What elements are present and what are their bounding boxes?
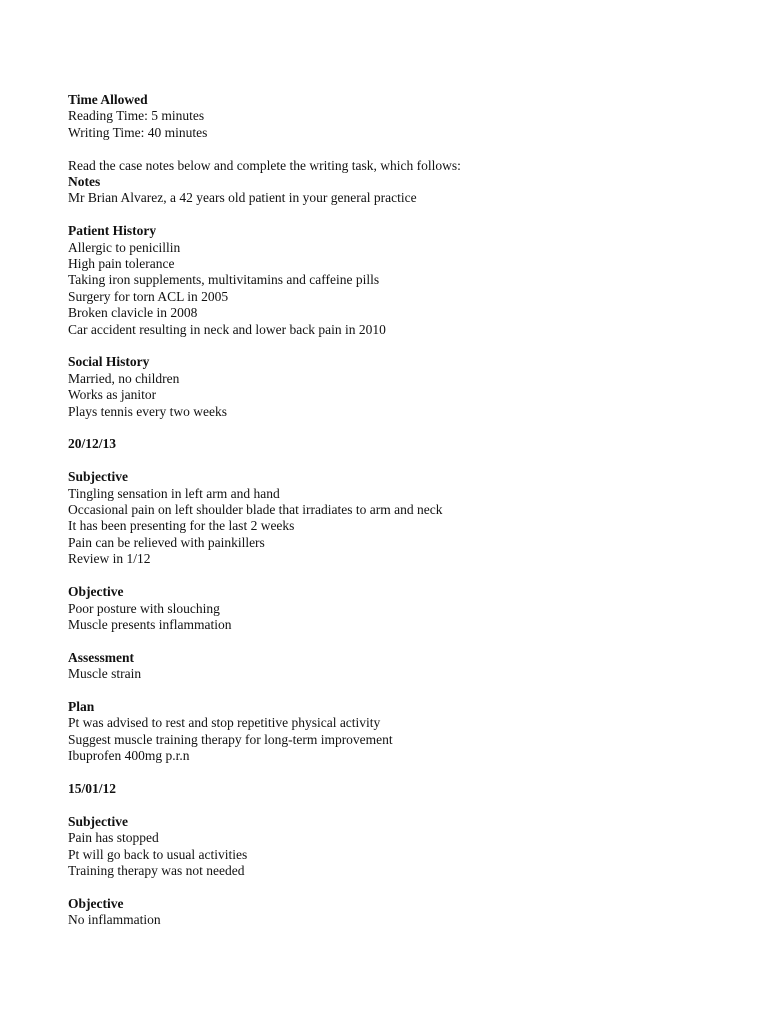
social-history-section	[68, 354, 728, 420]
visit2-objective	[68, 896, 728, 929]
patient-history-section	[68, 223, 728, 338]
visit1-objective	[68, 584, 728, 633]
spacer	[68, 207, 728, 223]
list-item: Tingling sensation in left arm and hand	[68, 485, 280, 501]
section-heading: Assessment	[68, 649, 134, 665]
list-item: Muscle presents inflammation	[68, 616, 232, 632]
spacer	[68, 420, 728, 436]
list-item: Surgery for torn ACL in 2005	[68, 288, 229, 304]
section-heading: Objective	[68, 584, 124, 600]
writing-time: Writing Time: 40 minutes	[68, 124, 208, 140]
reading-time: Reading Time: 5 minutes	[68, 108, 205, 124]
list-item: Occasional pain on left shoulder blade that irradiates to arm and neck	[68, 502, 443, 518]
spacer	[68, 633, 728, 649]
section-heading: Plan	[68, 698, 95, 714]
list-item: Pt will go back to usual activities	[68, 846, 248, 862]
visit-date: 20/12/13	[68, 436, 117, 452]
section-heading: Objective	[68, 895, 124, 911]
spacer	[68, 453, 728, 469]
spacer	[68, 683, 728, 699]
visit1-subjective	[68, 469, 728, 567]
time-allowed-heading: Time Allowed	[68, 92, 148, 107]
list-item: Car accident resulting in neck and lower back pain in 2010	[68, 321, 386, 337]
list-item: Plays tennis every two weeks	[68, 403, 227, 419]
list-item: Taking iron supplements, multivitamins and caffeine pills	[68, 272, 380, 288]
time-allowed-section	[68, 92, 728, 141]
list-item: It has been presenting for the last 2 weeks	[68, 518, 295, 534]
patient-intro: Mr Brian Alvarez, a 42 years old patient in your general practice	[68, 190, 417, 206]
spacer	[68, 568, 728, 584]
list-item: Pain can be relieved with painkillers	[68, 534, 265, 550]
list-item: Pt was advised to rest and stop repetitive physical activity	[68, 715, 381, 731]
spacer	[68, 879, 728, 895]
list-item: Broken clavicle in 2008	[68, 305, 198, 321]
notes-heading: Notes	[68, 174, 101, 190]
list-item: Married, no children	[68, 370, 180, 386]
list-item: Pain has stopped	[68, 830, 159, 846]
list-item: Review in 1/12	[68, 551, 151, 567]
spacer	[68, 141, 728, 157]
list-item: Allergic to penicillin	[68, 239, 181, 255]
task-instruction: Read the case notes below and complete the writing task, which follows:	[68, 157, 461, 173]
list-item: Poor posture with slouching	[68, 600, 220, 616]
visit-date: 15/01/12	[68, 780, 117, 796]
list-item: Ibuprofen 400mg p.r.n	[68, 748, 190, 764]
section-heading: Subjective	[68, 469, 128, 485]
spacer	[68, 338, 728, 354]
section-heading: Social History	[68, 354, 150, 370]
list-item: Suggest muscle training therapy for long-term improvement	[68, 731, 393, 747]
list-item: High pain tolerance	[68, 256, 175, 272]
visit1-assessment	[68, 650, 728, 683]
list-item: Muscle strain	[68, 666, 142, 682]
list-item: Works as janitor	[68, 387, 157, 403]
visit1-plan	[68, 699, 728, 765]
section-heading: Subjective	[68, 813, 128, 829]
list-item: No inflammation	[68, 912, 161, 928]
case-notes-document	[68, 92, 728, 929]
spacer	[68, 797, 728, 813]
visit2-subjective	[68, 814, 728, 880]
list-item: Training therapy was not needed	[68, 862, 245, 878]
intro-section	[68, 158, 728, 207]
section-heading: Patient History	[68, 223, 157, 239]
spacer	[68, 765, 728, 781]
